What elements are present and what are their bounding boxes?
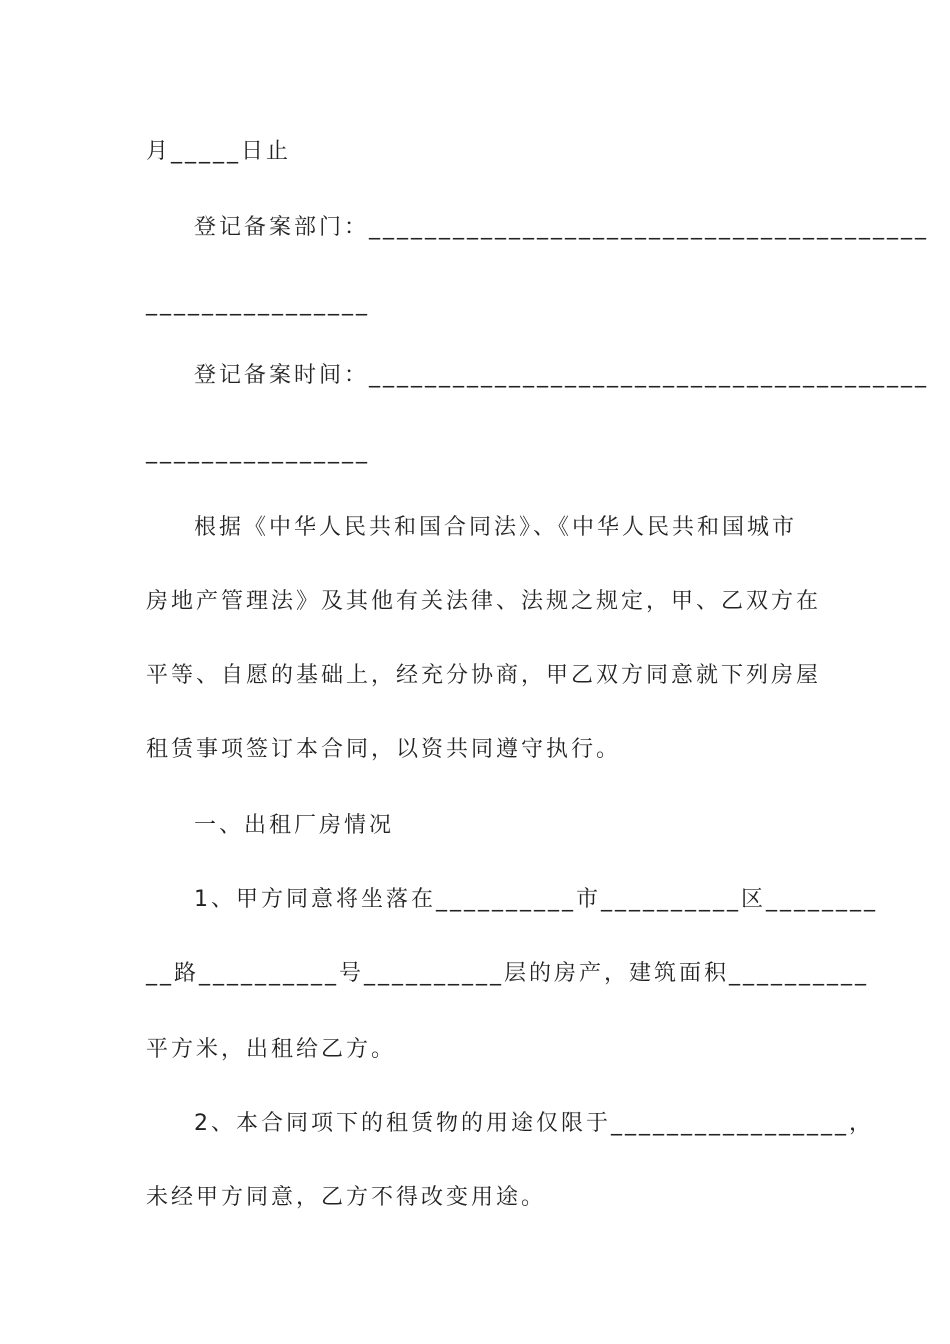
line-registration-department-continued: ________________ <box>146 291 370 316</box>
clause-1-line-1: 1、甲方同意将坐落在__________市__________区________ <box>194 887 878 912</box>
paragraph-preamble-line-4: 租赁事项签订本合同，以资共同遵守执行。 <box>146 737 622 762</box>
clause-2-line-2: 未经甲方同意，乙方不得改变用途。 <box>146 1185 547 1210</box>
clause-1-line-3: 平方米，出租给乙方。 <box>146 1037 397 1062</box>
clause-2-line-1: 2、本合同项下的租赁物的用途仅限于_________________， <box>194 1111 874 1136</box>
paragraph-preamble-line-3: 平等、自愿的基础上，经充分协商，甲乙双方同意就下列房屋 <box>146 663 822 688</box>
paragraph-preamble-line-1: 根据《中华人民共和国合同法》、《中华人民共和国城市 <box>194 515 798 540</box>
line-registration-department: 登记备案部门：________________________________________ <box>194 215 930 240</box>
line-registration-time-continued: ________________ <box>146 439 370 464</box>
clause-1-line-2: __路__________号__________层的房产，建筑面积__________ <box>146 961 870 986</box>
section-heading-factory-rental: 一、出租厂房情况 <box>194 813 395 838</box>
line-date-end: 月_____日止 <box>146 139 292 164</box>
line-registration-time: 登记备案时间：________________________________________ <box>194 363 930 388</box>
paragraph-preamble-line-2: 房地产管理法》及其他有关法律、法规之规定，甲、乙双方在 <box>146 589 822 614</box>
